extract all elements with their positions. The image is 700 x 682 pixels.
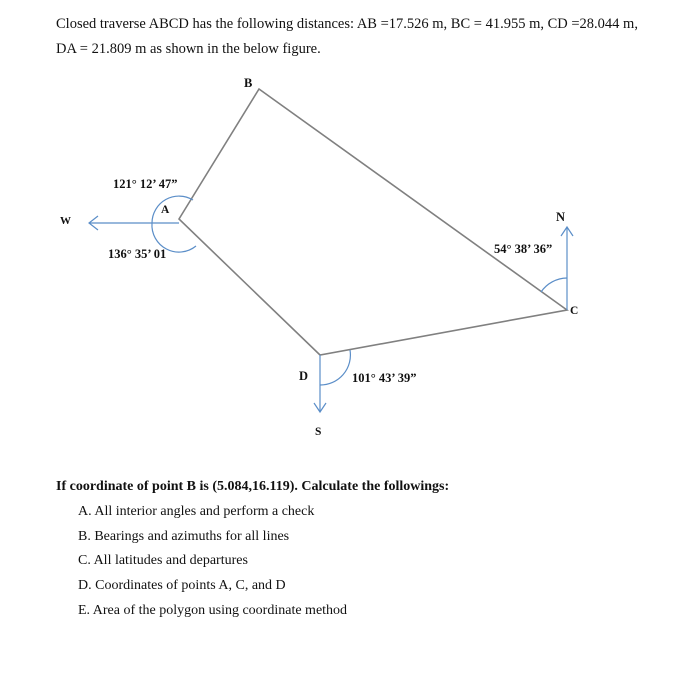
task-item-e: E. Area of the polygon using coordinate method [78,602,348,618]
angle-label-a-upper: 121° 12’ 47” [113,177,178,191]
question-prompt: If coordinate of point B is (5.084,16.119). Calculate the followings: [56,479,450,494]
task-item-b: B. Bearings and azimuths for all lines [78,528,290,544]
angle-label-d: 101° 43’ 39” [352,371,417,385]
direction-label-west: W [60,215,71,227]
task-item-a: A. All interior angles and perform a check [78,504,315,519]
task-item-d: D. Coordinates of points A, C, and D [78,578,286,594]
point-label-c: C [570,305,579,317]
angle-label-c: 54° 38’ 36” [494,242,553,256]
angle-arc-a-upper [152,196,193,223]
point-label-a: A [161,204,170,216]
problem-text-line-2: DA = 21.809 m as shown in the below figure. [56,41,321,57]
problem-text-line-1: Closed traverse ABCD has the following distances: AB =17.526 m, BC = 41.955 m, CD =28.044 m, [56,16,638,32]
task-list [78,502,347,625]
traverse-polygon [179,89,567,355]
angle-arc-d [320,350,350,385]
direction-label-south: S [315,426,322,438]
angle-label-a-lower: 136° 35’ 01 [108,247,167,261]
direction-label-north: N [556,210,566,224]
point-label-d: D [299,369,309,383]
point-label-b: B [244,76,253,90]
task-item-c: C. All latitudes and departures [78,553,248,569]
angle-arc-c [541,278,567,292]
